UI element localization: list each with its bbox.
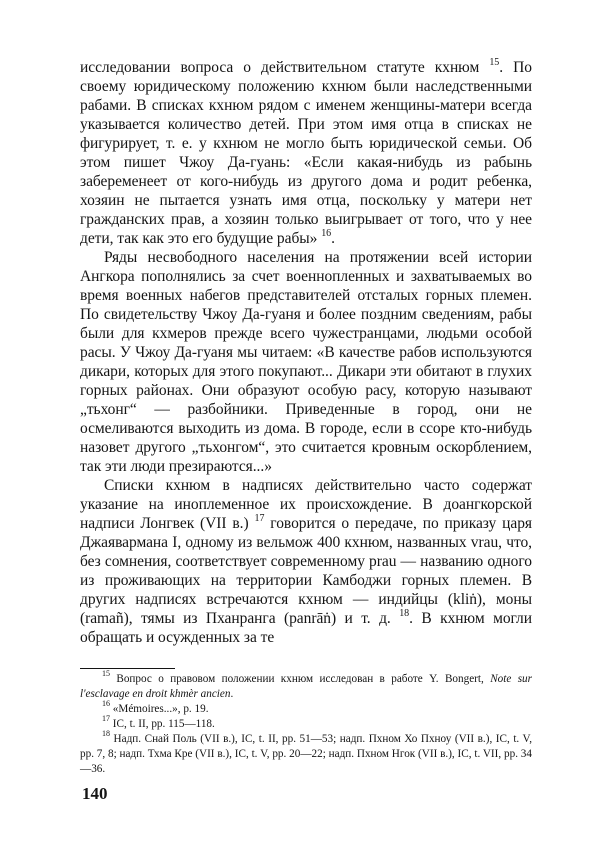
page-number: 140 — [82, 784, 108, 803]
footnote — [80, 669, 532, 702]
footnote — [80, 714, 532, 732]
italic-title: Note sur l'esclavage en droit khmèr ancien — [80, 673, 532, 700]
text-run: говорится о передаче, по приказу царя Джаявармана I, одному из вельмож 400 кхнюм, названных vrau, что, без сомнения, соответствует современному prau — названию одного из проживающих на территории Камбоджи горных племен. В других надписях встречаются кхнюм — индийцы (kliṅ), моны (ramañ), тямы из Пханранга (panrāṅ) и т. д. — [80, 515, 532, 627]
footnote-ref: 15 — [102, 669, 110, 679]
footnote — [80, 729, 532, 777]
footnote — [80, 699, 532, 717]
text-run: IC, t. II, pp. 115—118. — [110, 718, 215, 730]
text-run: . По своему юридическому положению кхнюм были наследственными рабами. В списках кхнюм рядом с именем женщины-матери всегда указывается количество детей. При этом имя отца в списках не фигурирует, т. е. у кхнюм не могло быть юридической семьи. Об этом пишет Чжоу Да-гуань: «Если какая-нибудь из рабынь забеременеет от кого-нибудь из другого дома и родит ребенка, хозяин не пытается узнать имя отца, поскольку у матери нет гражданских прав, а хозяин только выигрывает от того, что у нее дети, так как это его будущие рабы» — [80, 59, 532, 247]
footnote-ref: 16 — [321, 227, 332, 239]
text-run: Вопрос о правовом положении кхнюм исследован в работе Y. Bongert, — [110, 673, 491, 685]
footnote-ref: 16 — [102, 699, 110, 709]
text-run: . — [331, 230, 335, 247]
paragraph — [80, 476, 532, 647]
text-run: . — [230, 688, 234, 700]
footnote-ref: 15 — [489, 56, 500, 68]
footnote-ref: 17 — [254, 512, 265, 524]
text-run: исследовании вопроса о действительном статуте кхнюм — [80, 59, 490, 76]
paragraph — [80, 248, 532, 476]
footnote-ref: 18 — [102, 729, 110, 739]
text-run: Ряды несвободного населения на протяжении всей истории Ангкора пополнялись за счет военнопленных и захватываемых во время военных набегов представителей отсталых горных племен. По свидетельству Чжоу Да-гуаня и более поздним сведениям, рабы были для кхмеров прежде всего чужестранцами, людьми особой расы. У Чжоу Да-гуаня мы читаем: «В качестве рабов используются дикари, которых для этого покупают... Дикари эти обитают в глухих горных районах. Они образуют особую расу, которую называют „тьхонг“ — разбойники. Приведенные в город, они не осмеливаются выходить из дома. В городе, если в ссоре кто-нибудь назовет другого „тьхонгом“, это считается кровным оскорблением, так эти люди презираются...» — [80, 249, 532, 475]
footnote-ref: 17 — [102, 714, 110, 724]
text-run: Надп. Снай Поль (VII в.), IC, t. II, pp. 51—53; надп. Пхном Хо Пхноу (VII в.), IC, t. V, pp. 7, 8; надп. Тхма Крe (VII в.), IC, t. V, pp. 20—22; надп. Пхном Нгок (VII в.), IC, t. VII, pp. 34—36. — [80, 733, 532, 775]
main-text — [80, 58, 532, 647]
text-run: Списки кхнюм в надписях действительно часто содержат указание на иноплеменное их происхождение. В доангкорской надписи Лонгвек (VII в.) — [80, 477, 532, 532]
footnote-separator — [80, 668, 175, 669]
paragraph — [80, 58, 532, 248]
footnotes — [80, 669, 532, 777]
text-run: . В кхнюм могли обращать и осужденных за те — [80, 610, 532, 646]
footnote-ref: 18 — [399, 607, 410, 619]
text-run: «Mémoires...», p. 19. — [110, 703, 209, 715]
